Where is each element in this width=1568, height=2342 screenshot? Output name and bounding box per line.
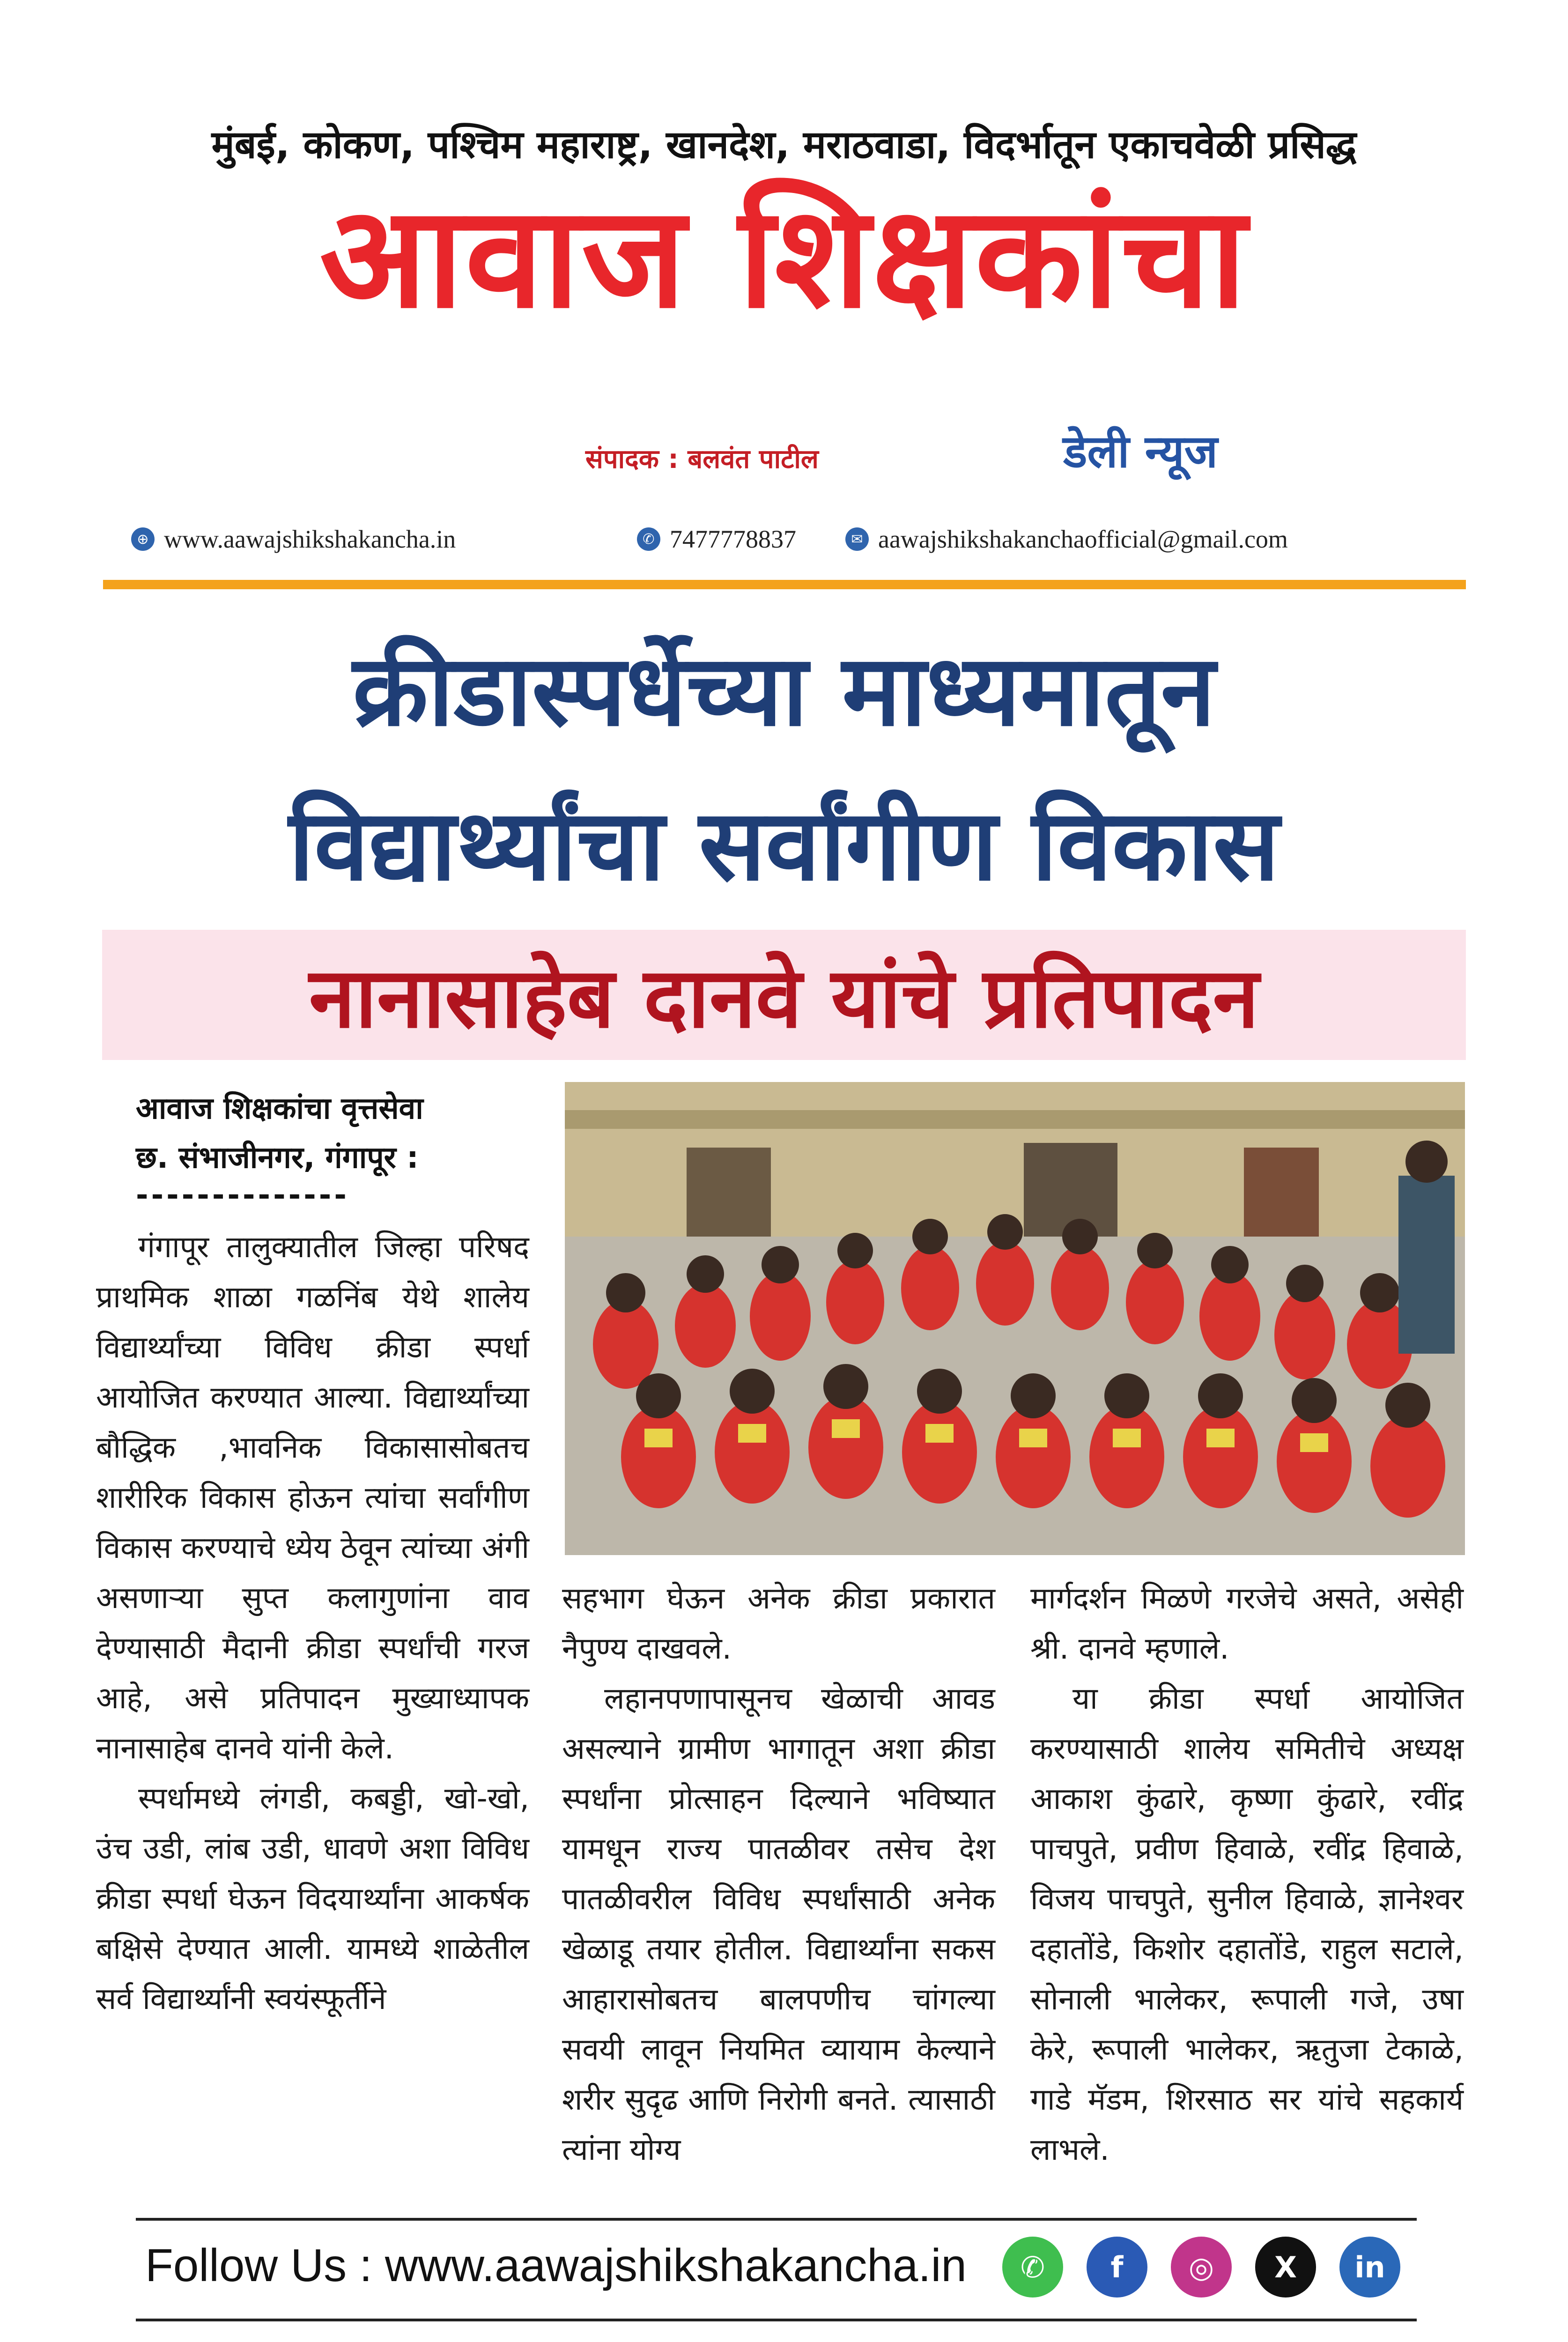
column-2-paragraph-2: लहानपणापासूनच खेळाची आवड असल्याने ग्रामीण भागातून अशा क्रीडा स्पर्धांना प्रोत्साहन दिल्याने भविष्यात यामधून राज्य पातळीवर तसेच देश पातळीवरील विविध स्पर्धांसाठी अनेक खेळाडू तयार होतील. विद्यार्थ्यांना सकस आहारासोबतच बालपणीच चांगल्या सवयी लावून नियमित व्यायाम केल्याने शरीर सुदृढ आणि निरोगी बनते. त्यासाठी त्यांना योग्य bbox=[562, 1682, 995, 2167]
email-icon: ✉ bbox=[845, 527, 869, 551]
article-column-1 bbox=[96, 1223, 529, 2024]
article-photo bbox=[565, 1082, 1465, 1555]
column-1-paragraph-2: स्पर्धामध्ये लंगडी, कबड्डी, खो-खो, उंच उडी, लांब उडी, धावणे अशा विविध क्रीडा स्पर्धा घेऊन विदयार्थ्यांना आकर्षक बक्षिसे देण्यात आली. यामध्ये शाळेतील सर्व विद्यार्थ्यांनी स्वयंस्फूर्तीने bbox=[96, 1781, 529, 2016]
headline-line-2: विद्यार्थ्यांचा सर्वांगीण विकास bbox=[288, 788, 1280, 903]
students-photo-illustration bbox=[565, 1082, 1465, 1555]
header-divider bbox=[103, 580, 1466, 589]
phone-icon: ✆ bbox=[637, 527, 660, 551]
edition-label: डेली न्यूज bbox=[1063, 425, 1218, 478]
website-text: www.aawajshikshakancha.in bbox=[164, 525, 456, 553]
byline-location: छ. संभाजीनगर, गंगापूर : bbox=[136, 1141, 419, 1175]
subheadline-banner bbox=[102, 930, 1466, 1060]
headline-line-1: क्रीडास्पर्धेच्या माध्यमातून bbox=[353, 633, 1215, 748]
column-2-paragraph-1: सहभाग घेऊन अनेक क्रीडा प्रकारात नैपुण्य दाखवले. bbox=[562, 1581, 995, 1666]
subheadline: नानासाहेब दानवे यांचे प्रतिपादन bbox=[309, 949, 1259, 1046]
tagline: मुंबई, कोकण, पश्चिम महाराष्ट्र, खानदेश, मराठवाडा, विदर्भातून एकाचवेळी प्रसिद्ध bbox=[211, 123, 1357, 167]
email-contact[interactable] bbox=[845, 525, 1288, 554]
column-3-paragraph-2: या क्रीडा स्पर्धा आयोजित करण्यासाठी शालेय समितीचे अध्यक्ष आकाश कुंढारे, कृष्णा कुंढारे, रवींद्र पाचपुते, प्रवीण हिवाळे, रवींद्र हिवाळे, विजय पाचपुते, सुनील हिवाळे, ज्ञानेश्वर दहातोंडे, किशोर दहातोंडे, राहुल सटाले, सोनाली भालेकर, रूपाली गजे, उषा केरे, रूपाली भालेकर, ऋतुजा टेकाळे, गाडे मॅडम, शिरसाठ सर यांचे सहकार्य लाभले. bbox=[1030, 1682, 1464, 2167]
byline-separator: -------------- bbox=[136, 1178, 349, 1213]
column-3-paragraph-1: मार्गदर्शन मिळणे गरजेचे असते, असेही श्री. दानवे म्हणाले. bbox=[1030, 1581, 1464, 1666]
email-text: aawajshikshakanchaofficial@gmail.com bbox=[878, 525, 1288, 553]
masthead-title: आवाज शिक्षकांचा bbox=[319, 176, 1249, 339]
follow-us-text[interactable]: Follow Us : www.aawajshikshakancha.in bbox=[145, 2239, 967, 2291]
column-1-paragraph-1: गंगापूर तालुक्यातील जिल्हा परिषद प्राथमिक शाळा गळनिंब येथे शालेय विद्यार्थ्यांच्या विविध क्रीडा स्पर्धा आयोजित करण्यात आल्या. विद्यार्थ्यांच्या बौद्धिक ,भावनिक विकासासोबतच शारीरिक विकास होऊन त्यांचा सर्वांगीण विकास करण्याचे ध्येय ठेवून त्यांच्या अंगी असणाऱ्या सुप्त कलागुणांना वाव देण्यासाठी मैदानी क्रीडा स्पर्धांची गरज आहे, असे प्रतिपादन मुख्याध्यापक नानासाहेब दानवे यांनी केले. bbox=[96, 1230, 529, 1766]
phone-contact[interactable] bbox=[637, 525, 796, 554]
footer-top-rule bbox=[136, 2218, 1417, 2221]
linkedin-icon[interactable]: in bbox=[1339, 2237, 1400, 2298]
x-icon[interactable]: X bbox=[1255, 2237, 1316, 2298]
website-contact[interactable] bbox=[131, 525, 456, 554]
footer-bottom-rule bbox=[136, 2319, 1417, 2321]
phone-text: 7477778837 bbox=[670, 525, 796, 553]
byline-agency: आवाज शिक्षकांचा वृत्तसेवा bbox=[136, 1091, 423, 1126]
facebook-icon[interactable]: f bbox=[1087, 2237, 1147, 2298]
globe-icon: ⊕ bbox=[131, 527, 155, 551]
editor-line: संपादक : बलवंत पाटील bbox=[585, 444, 819, 474]
instagram-icon[interactable]: ◎ bbox=[1171, 2237, 1232, 2298]
article-column-3 bbox=[1030, 1574, 1464, 2175]
whatsapp-icon[interactable]: ✆ bbox=[1002, 2237, 1063, 2298]
article-column-2 bbox=[562, 1574, 995, 2175]
